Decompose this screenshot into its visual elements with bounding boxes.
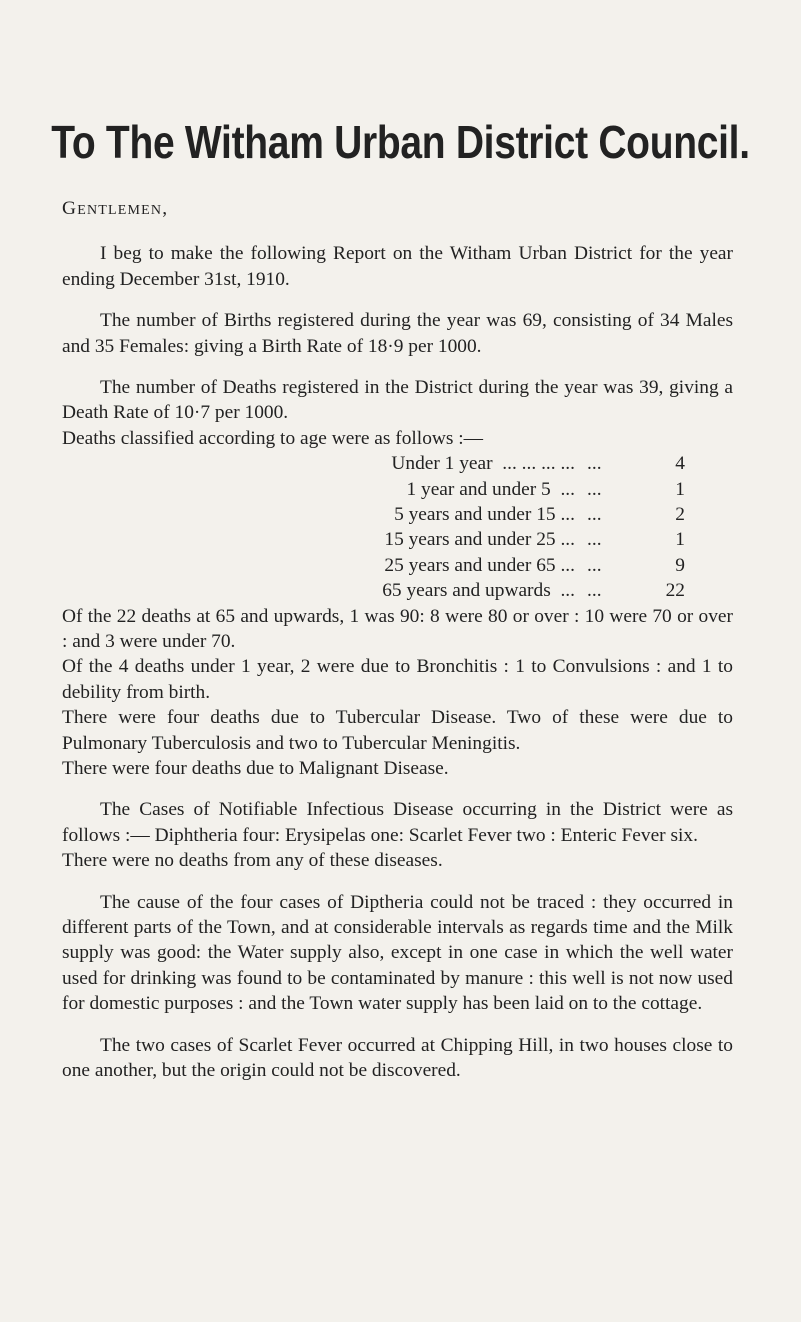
- age-label: 15 years and under 25 ...: [384, 529, 575, 551]
- deaths-classified-line: Deaths classified according to age were as follows :—: [62, 427, 484, 449]
- age-label: 1 year and under 5 ...: [406, 478, 575, 500]
- table-row: [62, 578, 733, 603]
- deaths-paragraph: The number of Deaths registered in the District during the year was 39, giving a Death Rate of 10·7 per 1000.: [62, 377, 733, 424]
- leader-dots: ...: [587, 529, 602, 551]
- salutation: Gentlemen,: [62, 198, 169, 219]
- table-row: [62, 451, 733, 476]
- scarlet-fever-paragraph: The two cases of Scarlet Fever occurred at Chipping Hill, in two houses close to one another, but the origin could not be discovered.: [62, 1034, 733, 1082]
- leader-dots: ...: [587, 478, 602, 500]
- notifiable-paragraph: The Cases of Notifiable Infectious Disease occurring in the District were as follows :— Diphtheria four: Erysipelas one: Scarlet Fever two : Enteric Fever six.: [62, 799, 733, 846]
- table-row: [62, 527, 733, 552]
- death-count: 1: [675, 478, 685, 500]
- tubercular-paragraph: There were four deaths due to Tubercular Disease. Two of these were due to Pulmonary Tuberculosis and two to Tubercular Meningitis.: [62, 707, 733, 754]
- table-row: [62, 502, 733, 527]
- leader-dots: ...: [587, 504, 602, 526]
- death-count: 4: [675, 453, 685, 475]
- report-body: [62, 196, 733, 1084]
- intro-paragraph: I beg to make the following Report on the Witham Urban District for the year ending December 31st, 1910.: [62, 243, 733, 290]
- leader-dots: ...: [587, 453, 602, 475]
- leader-dots: ...: [587, 580, 602, 602]
- over65-paragraph: Of the 22 deaths at 65 and upwards, 1 was 90: 8 were 80 or over : 10 were 70 or over : and 3 were under 70.: [62, 605, 733, 652]
- diptheria-paragraph: The cause of the four cases of Diptheria could not be traced : they occurred in different parts of the Town, and at considerable intervals as regards time and the Milk supply was good: the Water supply also, except in one case in which the well water used for drinking was found to be contaminated by manure : this well is not now used for domestic purposes : and the Town water supply has been laid on to the cottage.: [62, 891, 733, 1015]
- report-title: To The Witham Urban District Council.: [51, 118, 750, 169]
- death-count: 1: [675, 529, 685, 551]
- table-row: [62, 553, 733, 578]
- age-label: Under 1 year ... ... ... ...: [391, 453, 575, 475]
- age-label: 5 years and under 15 ...: [394, 504, 575, 526]
- death-count: 2: [675, 504, 685, 526]
- under1-paragraph: Of the 4 deaths under 1 year, 2 were due to Bronchitis : 1 to Convulsions : and 1 to debility from birth.: [62, 656, 733, 703]
- age-label: 25 years and under 65 ...: [384, 554, 575, 576]
- births-paragraph: The number of Births registered during the year was 69, consisting of 34 Males and 35 Females: giving a Birth Rate of 18·9 per 1000.: [62, 310, 733, 357]
- age-label: 65 years and upwards ...: [382, 580, 575, 602]
- no-deaths-paragraph: There were no deaths from any of these diseases.: [62, 850, 443, 872]
- death-count: 9: [675, 554, 685, 576]
- malignant-paragraph: There were four deaths due to Malignant Disease.: [62, 758, 449, 780]
- age-table: [62, 451, 733, 603]
- leader-dots: ...: [587, 554, 602, 576]
- death-count: 22: [665, 580, 685, 602]
- table-row: [62, 477, 733, 502]
